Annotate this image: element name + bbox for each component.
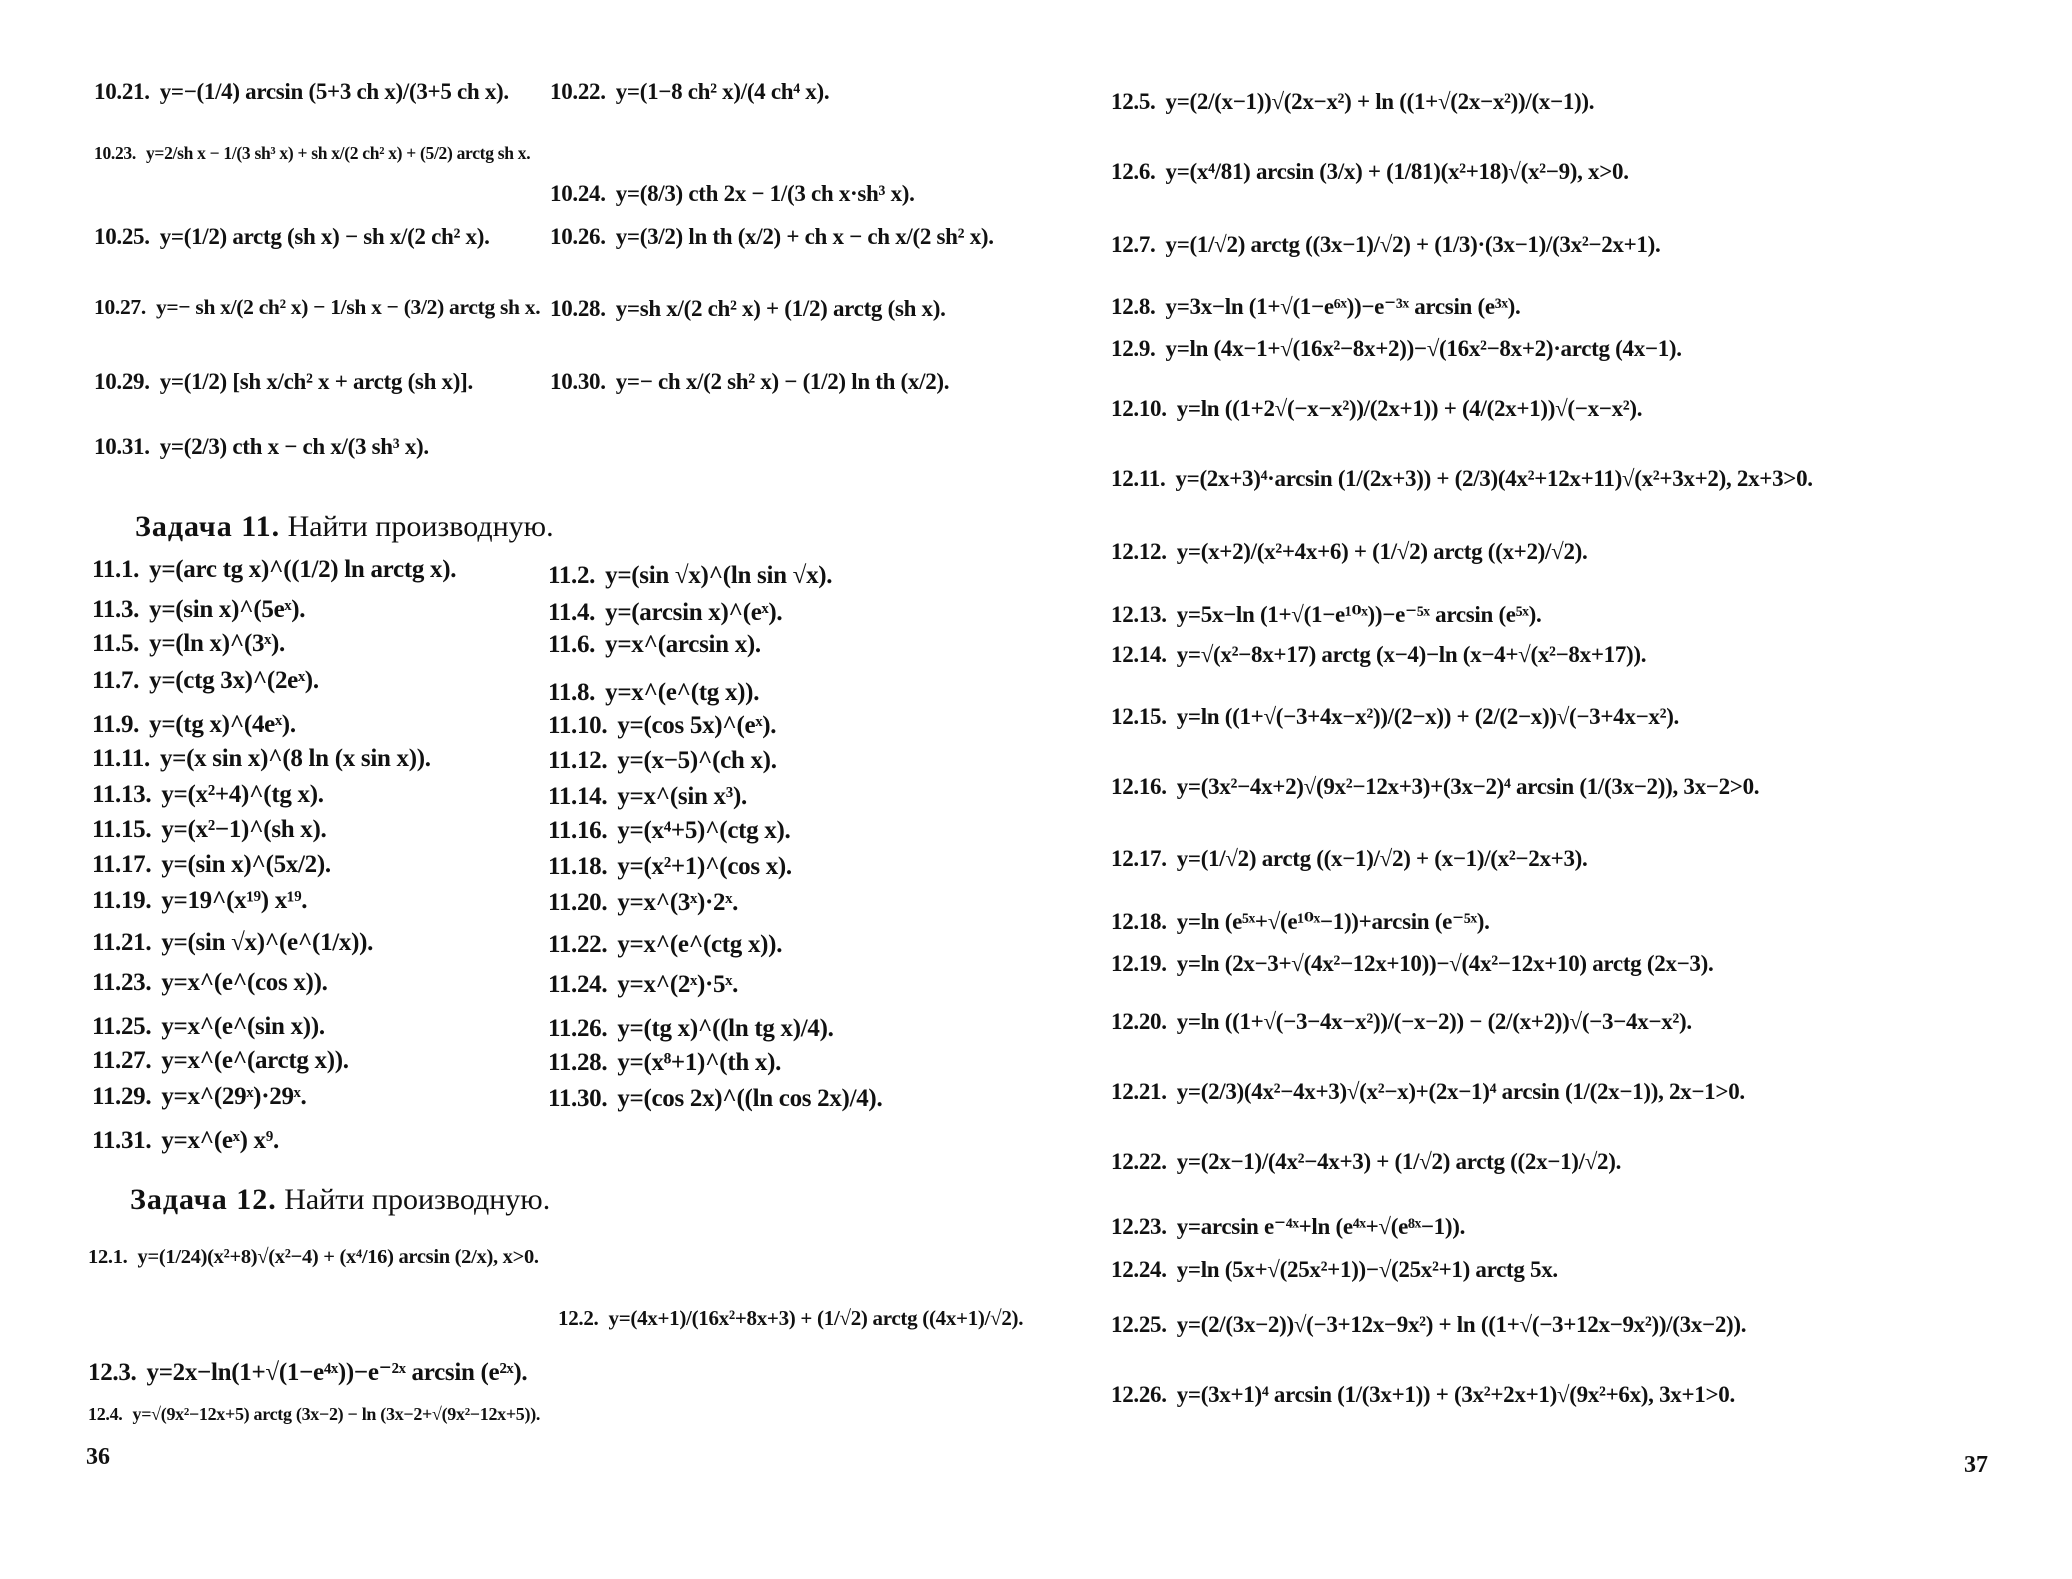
problem-12-25: 12.25. y=(2/(3x−2))√(−3+12x−9x²) + ln ((1+√(−3+12x−9x²))/(3x−2)). bbox=[1111, 1312, 1747, 1337]
problem-11-6: 11.6. y=x^(arcsin x). bbox=[548, 631, 761, 658]
problem-12-21: 12.21. y=(2/3)(4x²−4x+3)√(x²−x)+(2x−1)⁴ arcsin (1/(2x−1)), 2x−1>0. bbox=[1111, 1079, 1745, 1104]
problem-12-16: 12.16. y=(3x²−4x+2)√(9x²−12x+3)+(3x−2)⁴ arcsin (1/(3x−2)), 3x−2>0. bbox=[1111, 774, 1760, 799]
problem-12-4: 12.4. y=√(9x²−12x+5) arctg (3x−2) − ln (3x−2+√(9x²−12x+5)). bbox=[88, 1404, 541, 1424]
problem-12-2: 12.2. y=(4x+1)/(16x²+8x+3) + (1/√2) arctg ((4x+1)/√2). bbox=[558, 1306, 1024, 1330]
problem-11-2: 11.2. y=(sin √x)^(ln sin √x). bbox=[548, 562, 833, 589]
page-number-left: 36 bbox=[86, 1444, 110, 1470]
problem-11-22: 11.22. y=x^(e^(ctg x)). bbox=[548, 931, 783, 958]
problem-12-10: 12.10. y=ln ((1+2√(−x−x²))/(2x+1)) + (4/(2x+1))√(−x−x²). bbox=[1111, 396, 1643, 421]
problem-10-31: 10.31. y=(2/3) cth x − ch x/(3 sh³ x). bbox=[94, 434, 429, 459]
problem-11-20: 11.20. y=x^(3ˣ)·2ˣ. bbox=[548, 889, 739, 916]
problem-11-17: 11.17. y=(sin x)^(5x/2). bbox=[92, 851, 331, 878]
problem-11-8: 11.8. y=x^(e^(tg x)). bbox=[548, 679, 760, 706]
problem-12-3: 12.3. y=2x−ln(1+√(1−e⁴ˣ))−e⁻²ˣ arcsin (e²ˣ). bbox=[88, 1359, 528, 1386]
problem-10-24: 10.24. y=(8/3) cth 2x − 1/(3 ch x·sh³ x). bbox=[550, 181, 915, 206]
problem-12-12: 12.12. y=(x+2)/(x²+4x+6) + (1/√2) arctg ((x+2)/√2). bbox=[1111, 539, 1588, 564]
problem-11-5: 11.5. y=(ln x)^(3ˣ). bbox=[92, 630, 286, 657]
right-page bbox=[1036, 0, 2072, 1579]
problem-12-15: 12.15. y=ln ((1+√(−3+4x−x²))/(2−x)) + (2/(2−x))√(−3+4x−x²). bbox=[1111, 704, 1679, 729]
problem-12-18: 12.18. y=ln (e⁵ˣ+√(e¹⁰ˣ−1))+arcsin (e⁻⁵ˣ). bbox=[1111, 909, 1490, 934]
problem-10-26: 10.26. y=(3/2) ln th (x/2) + ch x − ch x/(2 sh² x). bbox=[550, 224, 994, 249]
problem-11-13: 11.13. y=(x²+4)^(tg x). bbox=[92, 781, 324, 808]
problem-12-19: 12.19. y=ln (2x−3+√(4x²−12x+10))−√(4x²−12x+10) arctg (2x−3). bbox=[1111, 951, 1714, 976]
task-12-title: Задача 12. Найти производную. bbox=[130, 1183, 551, 1216]
problem-12-23: 12.23. y=arcsin e⁻⁴ˣ+ln (e⁴ˣ+√(e⁸ˣ−1)). bbox=[1111, 1214, 1466, 1239]
problem-12-20: 12.20. y=ln ((1+√(−3−4x−x²))/(−x−2)) − (2/(x+2))√(−3−4x−x²). bbox=[1111, 1009, 1692, 1034]
problem-10-22: 10.22. y=(1−8 ch² x)/(4 ch⁴ x). bbox=[550, 79, 830, 104]
problem-10-21: 10.21. y=−(1/4) arcsin (5+3 ch x)/(3+5 ch x). bbox=[94, 79, 509, 104]
problem-11-15: 11.15. y=(x²−1)^(sh x). bbox=[92, 816, 327, 843]
problem-11-23: 11.23. y=x^(e^(cos x)). bbox=[92, 969, 328, 996]
problem-11-27: 11.27. y=x^(e^(arctg x)). bbox=[92, 1047, 349, 1074]
problem-12-22: 12.22. y=(2x−1)/(4x²−4x+3) + (1/√2) arctg ((2x−1)/√2). bbox=[1111, 1149, 1622, 1174]
problem-11-29: 11.29. y=x^(29ˣ)·29ˣ. bbox=[92, 1083, 307, 1110]
problem-12-6: 12.6. y=(x⁴/81) arcsin (3/x) + (1/81)(x²+18)√(x²−9), x>0. bbox=[1111, 159, 1629, 184]
problem-11-21: 11.21. y=(sin √x)^(e^(1/x)). bbox=[92, 929, 374, 956]
problem-10-27: 10.27. y=− sh x/(2 ch² x) − 1/sh x − (3/2) arctg sh x. bbox=[94, 295, 541, 319]
problem-11-4: 11.4. y=(arcsin x)^(eˣ). bbox=[548, 599, 783, 626]
task-11-title: Задача 11. Найти производную. bbox=[135, 510, 554, 543]
problem-11-9: 11.9. y=(tg x)^(4eˣ). bbox=[92, 711, 296, 738]
problem-11-3: 11.3. y=(sin x)^(5eˣ). bbox=[92, 596, 306, 623]
problem-11-25: 11.25. y=x^(e^(sin x)). bbox=[92, 1013, 325, 1040]
problem-12-17: 12.17. y=(1/√2) arctg ((x−1)/√2) + (x−1)/(x²−2x+3). bbox=[1111, 846, 1588, 871]
problem-12-14: 12.14. y=√(x²−8x+17) arctg (x−4)−ln (x−4+√(x²−8x+17)). bbox=[1111, 642, 1647, 667]
problem-10-28: 10.28. y=sh x/(2 ch² x) + (1/2) arctg (sh x). bbox=[550, 296, 946, 321]
problem-12-11: 12.11. y=(2x+3)⁴·arcsin (1/(2x+3)) + (2/3)(4x²+12x+11)√(x²+3x+2), 2x+3>0. bbox=[1111, 466, 1813, 491]
problem-11-11: 11.11. y=(x sin x)^(8 ln (x sin x)). bbox=[92, 745, 431, 772]
problem-12-9: 12.9. y=ln (4x−1+√(16x²−8x+2))−√(16x²−8x+2)·arctg (4x−1). bbox=[1111, 336, 1682, 361]
problem-10-23: 10.23. y=2/sh x − 1/(3 sh³ x) + sh x/(2 ch² x) + (5/2) arctg sh x. bbox=[94, 143, 531, 163]
problem-12-13: 12.13. y=5x−ln (1+√(1−e¹⁰ˣ))−e⁻⁵ˣ arcsin (e⁵ˣ). bbox=[1111, 602, 1542, 627]
problem-11-31: 11.31. y=x^(eˣ) x⁹. bbox=[92, 1127, 279, 1154]
problem-11-1: 11.1. y=(arc tg x)^((1/2) ln arctg x). bbox=[92, 556, 457, 583]
problem-11-7: 11.7. y=(ctg 3x)^(2eˣ). bbox=[92, 667, 319, 694]
problem-11-24: 11.24. y=x^(2ˣ)·5ˣ. bbox=[548, 971, 739, 998]
problem-12-7: 12.7. y=(1/√2) arctg ((3x−1)/√2) + (1/3)·(3x−1)/(3x²−2x+1). bbox=[1111, 232, 1661, 257]
problem-12-24: 12.24. y=ln (5x+√(25x²+1))−√(25x²+1) arctg 5x. bbox=[1111, 1257, 1558, 1282]
problem-10-30: 10.30. y=− ch x/(2 sh² x) − (1/2) ln th (x/2). bbox=[550, 369, 950, 394]
problem-10-25: 10.25. y=(1/2) arctg (sh x) − sh x/(2 ch² x). bbox=[94, 224, 490, 249]
problem-11-18: 11.18. y=(x²+1)^(cos x). bbox=[548, 853, 792, 880]
problem-11-10: 11.10. y=(cos 5x)^(eˣ). bbox=[548, 712, 777, 739]
problem-11-28: 11.28. y=(x⁸+1)^(th x). bbox=[548, 1049, 782, 1076]
problem-12-26: 12.26. y=(3x+1)⁴ arcsin (1/(3x+1)) + (3x²+2x+1)√(9x²+6x), 3x+1>0. bbox=[1111, 1382, 1735, 1407]
page-number-right: 37 bbox=[1964, 1452, 1988, 1478]
problem-10-29: 10.29. y=(1/2) [sh x/ch² x + arctg (sh x)]. bbox=[94, 369, 473, 394]
problem-12-1: 12.1. y=(1/24)(x²+8)√(x²−4) + (x⁴/16) arcsin (2/x), x>0. bbox=[88, 1246, 539, 1268]
problem-11-19: 11.19. y=19^(x¹⁹) x¹⁹. bbox=[92, 887, 308, 914]
problem-11-26: 11.26. y=(tg x)^((ln tg x)/4). bbox=[548, 1015, 834, 1042]
problem-11-12: 11.12. y=(x−5)^(ch x). bbox=[548, 747, 777, 774]
problem-12-8: 12.8. y=3x−ln (1+√(1−e⁶ˣ))−e⁻³ˣ arcsin (e³ˣ). bbox=[1111, 294, 1521, 319]
problem-11-16: 11.16. y=(x⁴+5)^(ctg x). bbox=[548, 817, 791, 844]
problem-12-5: 12.5. y=(2/(x−1))√(2x−x²) + ln ((1+√(2x−x²))/(x−1)). bbox=[1111, 89, 1595, 114]
problem-11-30: 11.30. y=(cos 2x)^((ln cos 2x)/4). bbox=[548, 1085, 883, 1112]
problem-11-14: 11.14. y=x^(sin x³). bbox=[548, 783, 747, 810]
